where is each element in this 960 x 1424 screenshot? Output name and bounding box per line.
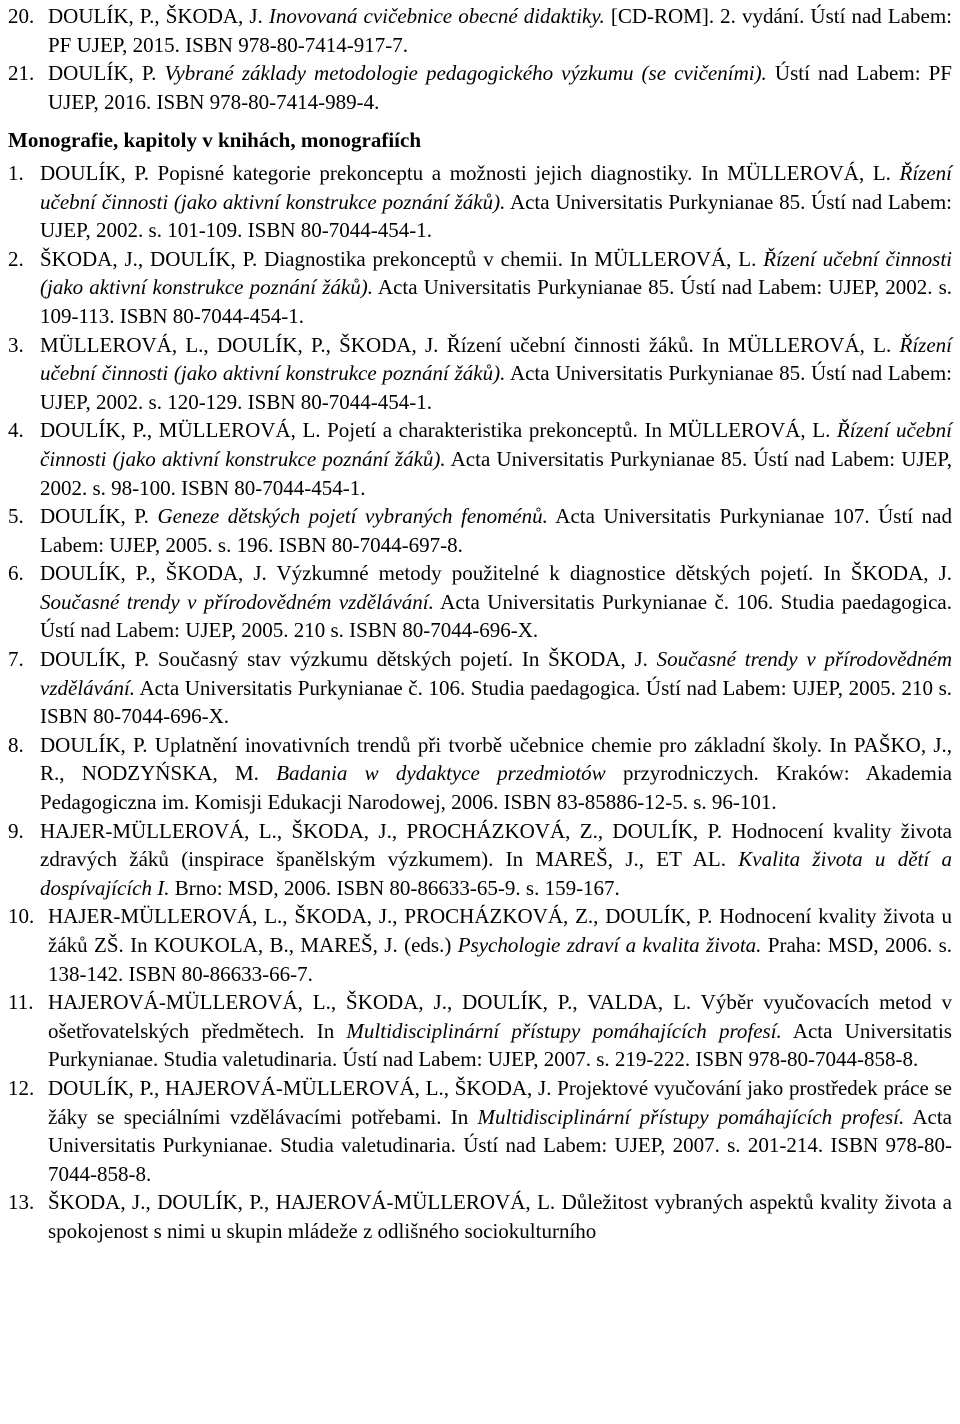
reference-text-part: Praha: MSD, 2006. s. 138-142. ISBN 80-86633-66-7. bbox=[48, 933, 952, 986]
reference-entry bbox=[8, 731, 952, 817]
reference-title-italic: Multidisciplinární přístupy pomáhajících profesí. bbox=[346, 1018, 782, 1043]
reference-title-italic: Řízení učební činnosti (jako aktivní konstrukce poznání žáků). bbox=[40, 246, 952, 300]
reference-text-part: DOULÍK, P., MÜLLEROVÁ, L. Pojetí a charakteristika prekonceptů. In MÜLLEROVÁ, L. bbox=[40, 418, 837, 443]
reference-text-part: ŠKODA, J., DOULÍK, P. Diagnostika prekonceptů v chemii. In MÜLLEROVÁ, L. bbox=[40, 246, 764, 271]
reference-entry bbox=[8, 59, 952, 116]
reference-number: 7. bbox=[8, 647, 24, 672]
reference-text-part: [CD-ROM]. 2. vydání. Ústí nad Labem: PF UJEP, 2015. ISBN 978-80-7414-917-7. bbox=[48, 4, 953, 57]
reference-number: 11. bbox=[8, 990, 34, 1015]
reference-text bbox=[48, 59, 952, 116]
reference-title-italic: Badania w dydaktyce przedmiotów bbox=[276, 761, 606, 786]
reference-entry bbox=[8, 245, 952, 331]
monographs-section bbox=[8, 126, 952, 1245]
reference-title-italic: Psychologie zdraví a kvalita života. bbox=[457, 933, 762, 957]
reference-title-italic: Multidisciplinární přístupy pomáhajících profesí. bbox=[477, 1104, 905, 1129]
reference-title-italic: Řízení učební činnosti (jako aktivní konstrukce poznání žáků). bbox=[40, 160, 952, 214]
reference-title-italic: Geneze dětských pojetí vybraných fenoménů. bbox=[157, 504, 548, 529]
reference-entry bbox=[8, 2, 952, 59]
reference-number: 12. bbox=[8, 1075, 35, 1100]
reference-title-italic: Současné trendy v přírodovědném vzdělávání. bbox=[40, 589, 434, 614]
reference-text bbox=[40, 645, 952, 731]
reference-text-part: Brno: MSD, 2006. ISBN 80-86633-65-9. s. 159-167. bbox=[169, 875, 620, 900]
reference-title-italic: Současné trendy v přírodovědném vzdělávání. bbox=[40, 647, 952, 700]
reference-text bbox=[48, 988, 952, 1074]
reference-number: 20. bbox=[8, 4, 35, 28]
reference-text-part: DOULÍK, P., HAJEROVÁ-MÜLLEROVÁ, L., ŠKODA, J. Projektové vyučování jako prostředek práce se žáky se speciálními vzdělávacími potřebami. In bbox=[48, 1075, 952, 1129]
reference-text-part: Acta Universitatis Purkynianae. Studia valetudinaria. Ústí nad Labem: UJEP, 2007. s. 201-214. ISBN 978-80-7044-858-8. bbox=[48, 1104, 952, 1186]
reference-number: 9. bbox=[8, 818, 24, 843]
reference-number: 8. bbox=[8, 732, 24, 757]
reference-text-part: DOULÍK, P. Současný stav výzkumu dětských pojetí. In ŠKODA, J. bbox=[40, 647, 657, 672]
reference-entry bbox=[8, 988, 952, 1074]
reference-text bbox=[40, 559, 952, 645]
reference-text bbox=[48, 1074, 952, 1188]
reference-number: 13. bbox=[8, 1190, 35, 1215]
reference-number: 1. bbox=[8, 160, 24, 185]
reference-number: 2. bbox=[8, 246, 24, 271]
reference-text-part: ŠKODA, J., DOULÍK, P., HAJEROVÁ-MÜLLEROVÁ, L. Důležitost vybraných aspektů kvality života a spokojenost s nimi u skupin mládeže z odlišného sociokulturního bbox=[48, 1190, 952, 1243]
reference-text-part: Acta Universitatis Purkynianae 85. Ústí nad Labem: UJEP, 2002. s. 120-129. ISBN 80-7044-454-1. bbox=[40, 361, 952, 414]
reference-text-part: Acta Universitatis Purkynianae 85. Ústí nad Labem: UJEP, 2002. s. 101-109. ISBN 80-7044-454-1. bbox=[40, 189, 952, 243]
reference-entry bbox=[8, 416, 952, 502]
reference-number: 6. bbox=[8, 561, 24, 586]
reference-number: 3. bbox=[8, 332, 24, 357]
reference-title-italic: Řízení učební činnosti (jako aktivní konstrukce poznání žáků). bbox=[40, 332, 952, 386]
reference-entry bbox=[8, 1074, 952, 1188]
reference-text-part: DOULÍK, P., ŠKODA, J. bbox=[48, 4, 269, 28]
reference-text-part: HAJEROVÁ-MÜLLEROVÁ, L., ŠKODA, J., DOULÍK, P., VALDA, L. Výběr vyučovacích metod v ošetřovatelských předmětech. In bbox=[48, 990, 952, 1043]
reference-text bbox=[40, 817, 952, 903]
reference-number: 10. bbox=[8, 904, 35, 929]
reference-text-part: Acta Universitatis Purkynianae 85. Ústí nad Labem: UJEP, 2002. s. 98-100. ISBN 80-7044-454-1. bbox=[40, 446, 952, 500]
reference-entry bbox=[8, 502, 952, 559]
reference-text bbox=[48, 1188, 952, 1245]
previous-list-section bbox=[8, 2, 952, 116]
reference-text-part: Acta Universitatis Purkynianae č. 106. Studia paedagogica. Ústí nad Labem: UJEP, 2005. 210 s. ISBN 80-7044-696-X. bbox=[40, 675, 952, 729]
reference-entry bbox=[8, 645, 952, 731]
reference-title-italic: Inovovaná cvičebnice obecné didaktiky. bbox=[268, 4, 605, 28]
reference-text-part: Ústí nad Labem: PF UJEP, 2016. ISBN 978-80-7414-989-4. bbox=[48, 61, 952, 114]
reference-text-part: Acta Universitatis Purkynianae 85. Ústí nad Labem: UJEP, 2002. s. 109-113. ISBN 80-7044-454-1. bbox=[40, 275, 952, 328]
reference-text-part: Acta Universitatis Purkynianae. Studia valetudinaria. Ústí nad Labem: UJEP, 2007. s. 219-222. ISBN 978-80-7044-858-8. bbox=[48, 1018, 952, 1072]
reference-text-part: DOULÍK, P. Popisné kategorie prekonceptu a možnosti jejich diagnostiky. In MÜLLEROVÁ, L. bbox=[40, 160, 900, 185]
reference-text bbox=[40, 159, 952, 245]
reference-entry bbox=[8, 817, 952, 903]
reference-text-part: DOULÍK, P., ŠKODA, J. Výzkumné metody použitelné k diagnostice dětských pojetí. In ŠKODA, J. bbox=[40, 561, 952, 586]
reference-text bbox=[40, 502, 952, 559]
reference-text bbox=[40, 245, 952, 331]
reference-text bbox=[48, 902, 952, 988]
reference-entry bbox=[8, 559, 952, 645]
reference-title-italic: Kvalita života u dětí a dospívajících I. bbox=[40, 847, 953, 900]
reference-entry bbox=[8, 331, 952, 417]
reference-title-italic: Vybrané základy metodologie pedagogického výzkumu (se cvičeními). bbox=[164, 61, 767, 86]
reference-text-part: DOULÍK, P. Uplatnění inovativních trendů při tvorbě učebnice chemie pro základní školy. In PAŠKO, J., R., NODZYŃSKA, M. bbox=[40, 732, 952, 786]
reference-text-part: Acta Universitatis Purkynianae 107. Ústí nad Labem: UJEP, 2005. s. 196. ISBN 80-7044-697-8. bbox=[40, 504, 953, 557]
reference-text bbox=[48, 2, 952, 59]
reference-number: 4. bbox=[8, 418, 24, 443]
reference-text bbox=[40, 331, 952, 417]
reference-number: 5. bbox=[8, 504, 24, 529]
reference-text-part: MÜLLEROVÁ, L., DOULÍK, P., ŠKODA, J. Řízení učební činnosti žáků. In MÜLLEROVÁ, L. bbox=[40, 332, 900, 357]
reference-text bbox=[40, 731, 952, 817]
reference-entry bbox=[8, 159, 952, 245]
reference-text-part: DOULÍK, P. bbox=[40, 504, 158, 529]
reference-text-part: Acta Universitatis Purkynianae č. 106. Studia paedagogica. Ústí nad Labem: UJEP, 2005. 210 s. ISBN 80-7044-696-X. bbox=[40, 589, 952, 643]
reference-text-part: przyrodniczych. Kraków: Akademia Pedagogiczna im. Komisji Edukacji Narodowej, 2006. ISBN 83-85886-12-5. s. 96-101. bbox=[40, 761, 952, 815]
reference-entry bbox=[8, 1188, 952, 1245]
section-heading: Monografie, kapitoly v knihách, monografiích bbox=[8, 128, 422, 153]
reference-text-part: HAJER-MÜLLEROVÁ, L., ŠKODA, J., PROCHÁZKOVÁ, Z., DOULÍK, P. Hodnocení kvality života u žáků ZŠ. In KOUKOLA, B., MAREŠ, J. (eds.) bbox=[48, 904, 952, 957]
reference-number: 21. bbox=[8, 61, 35, 86]
reference-text-part: HAJER-MÜLLEROVÁ, L., ŠKODA, J., PROCHÁZKOVÁ, Z., DOULÍK, P. Hodnocení kvality života zdravých žáků (inspirace španělským výzkumem). In MAREŠ, J., ET AL. bbox=[40, 818, 952, 872]
reference-text bbox=[40, 416, 952, 502]
reference-entry bbox=[8, 902, 952, 988]
reference-title-italic: Řízení učební činnosti (jako aktivní konstrukce poznání žáků). bbox=[40, 418, 952, 471]
reference-text-part: DOULÍK, P. bbox=[48, 61, 165, 86]
